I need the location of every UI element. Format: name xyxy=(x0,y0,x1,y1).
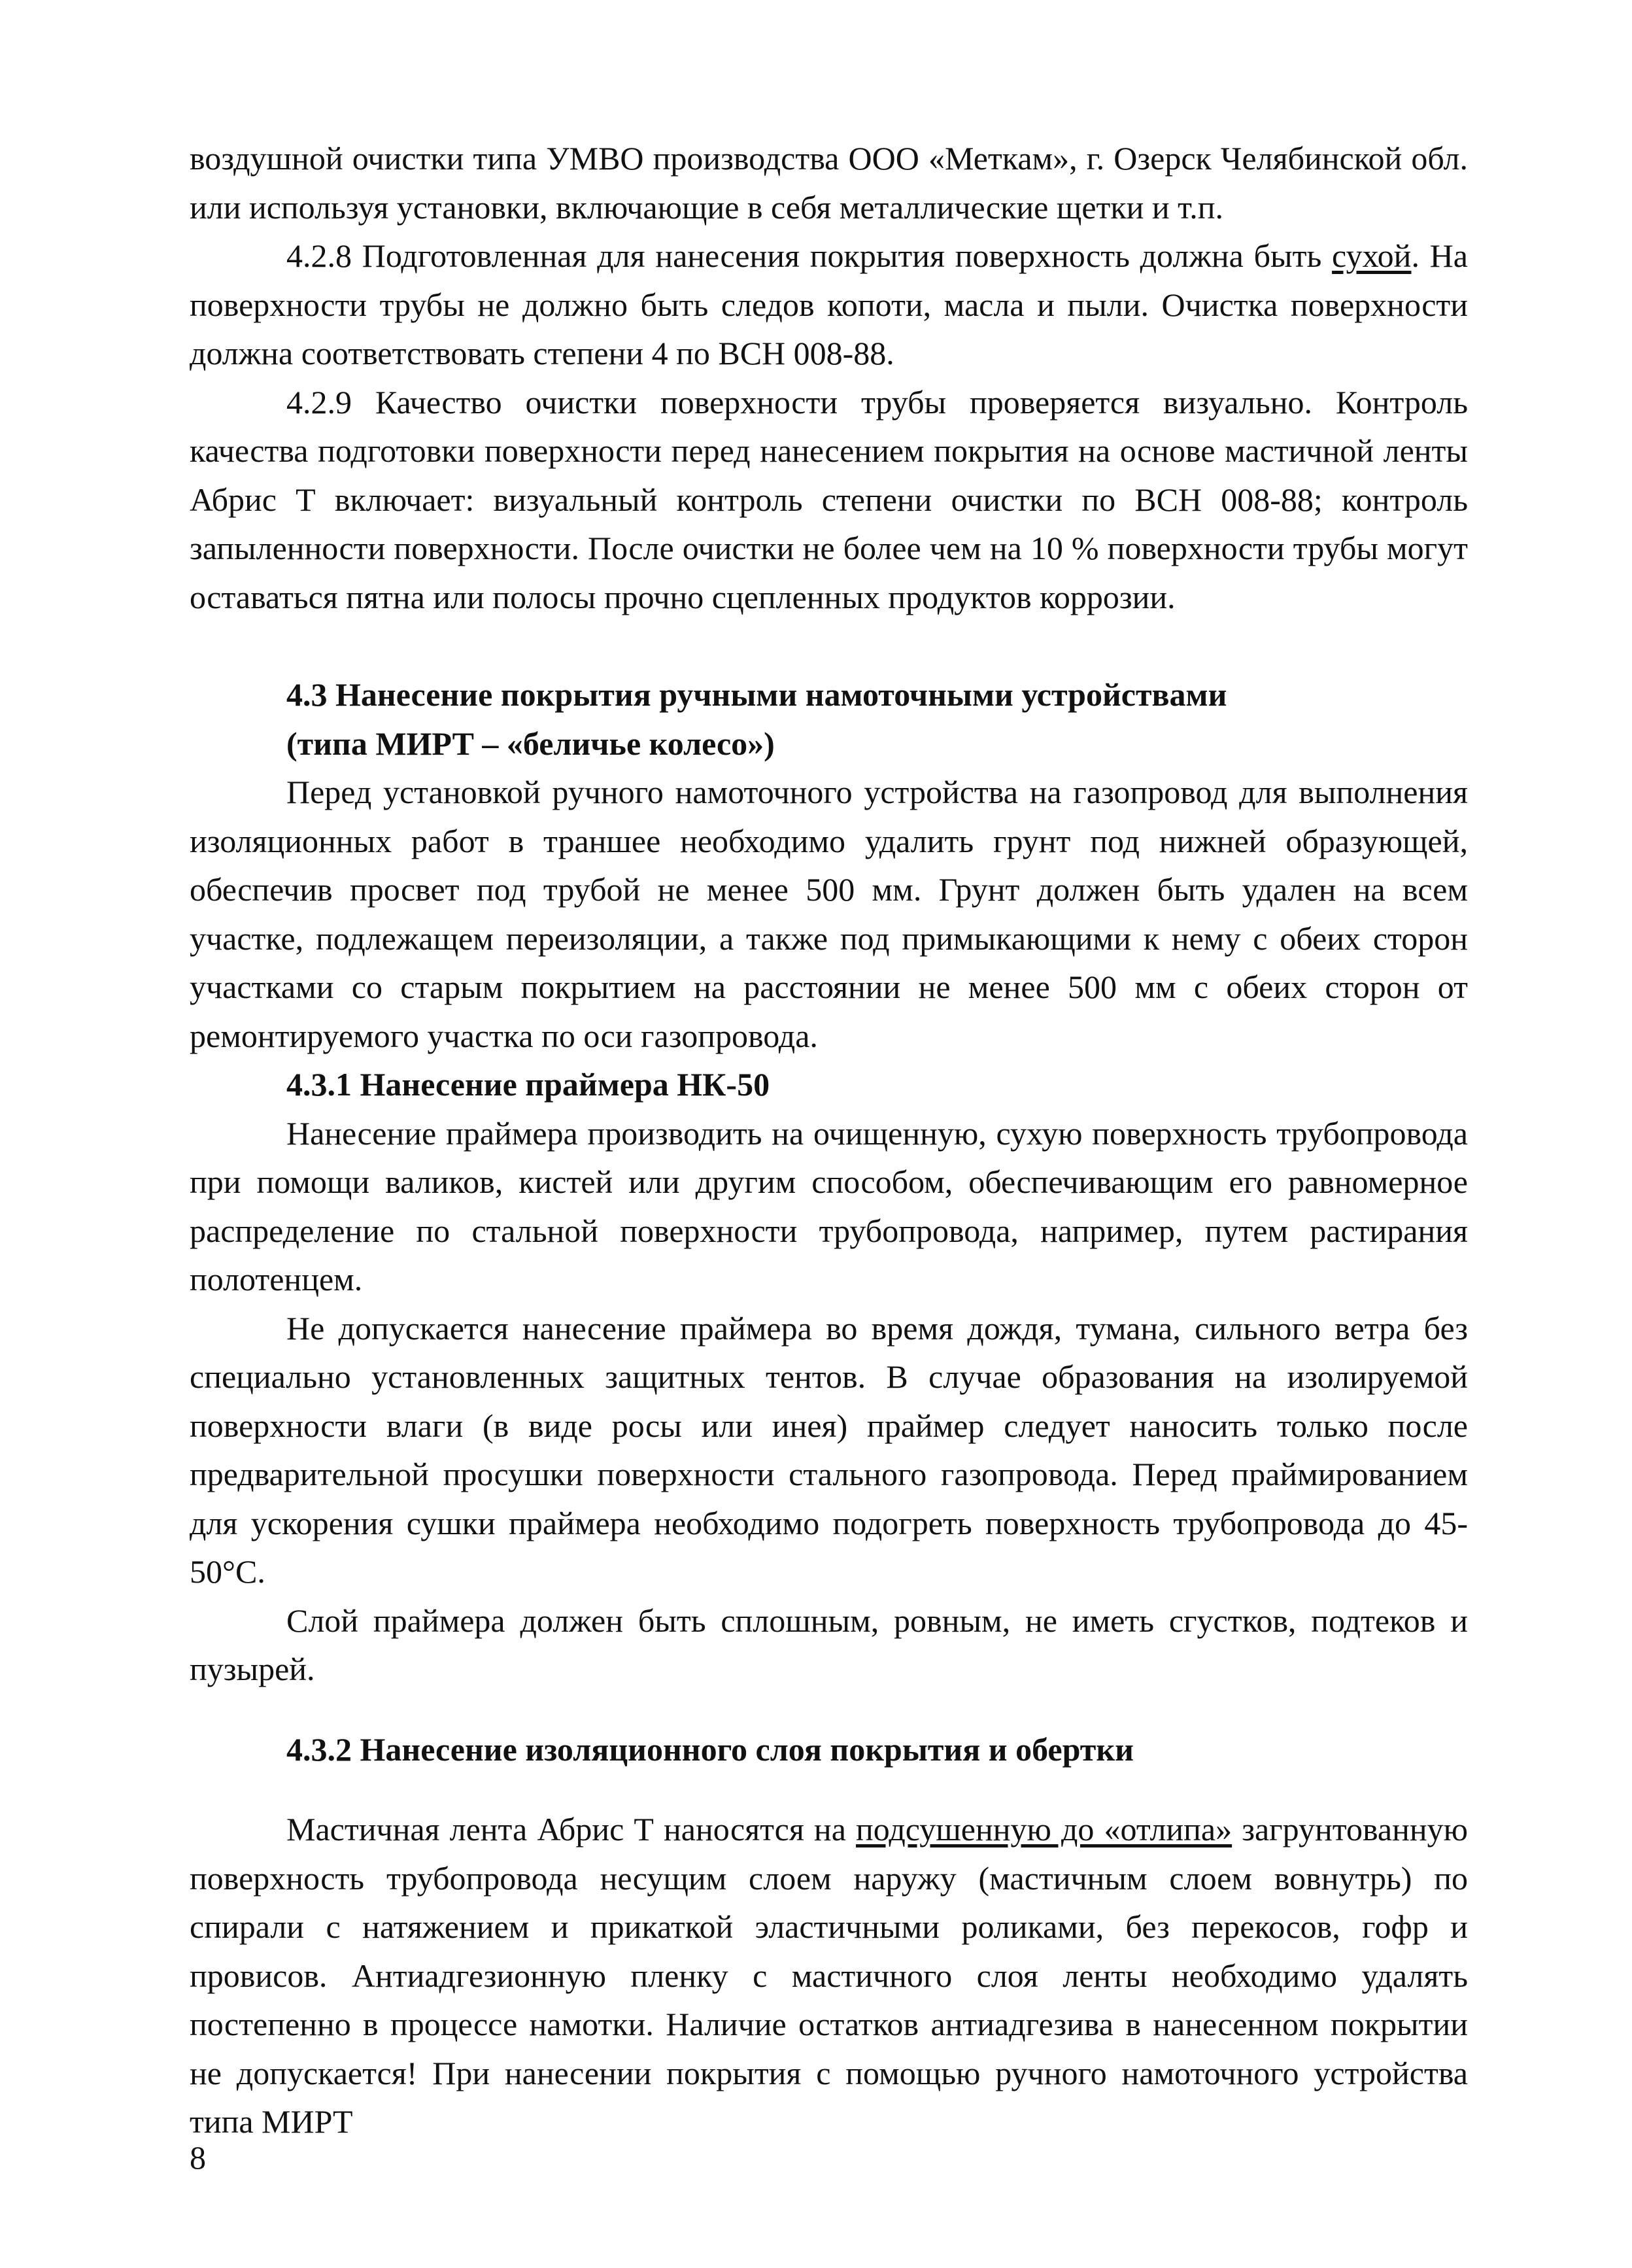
paragraph-4-2-8-text-a: 4.2.8 Подготовленная для нанесения покрытия поверхность должна быть xyxy=(286,237,1333,274)
paragraph-4-3-1-weather-restrictions: Не допускается нанесение праймера во время дождя, тумана, сильного ветра без специально установленных защитных тентов. В случае образования на изолируемой поверхности влаги (в виде росы или инея) праймер следует наносить только после предварительной просушки поверхности стального газопровода. Перед праймированием для ускорения сушки праймера необходимо подогреть поверхность трубопровода до 45-50°С. xyxy=(190,1309,1468,1590)
spacer xyxy=(190,1774,1468,1805)
paragraph-4-3: Перед установкой ручного намоточного устройства на газопровод для выполнения изоляционных работ в траншее необходимо удалить грунт под нижней образующей, обеспечив просвет под трубой не менее 500 мм. Грунт должен быть удален на всем участке, подлежащем переизоляции, а также под примыкающими к нему с обеих сторон участками со старым покрытием на расстоянии не менее 500 мм с обеих сторон от ремонтируемого участка по оси газопровода. xyxy=(190,774,1468,1054)
paragraph-4-2-8-text-b: . На поверхности трубы не должно быть следов копоти, масла и пыли. Очистка поверхности должна соответствовать степени 4 по ВСН 008-88. xyxy=(190,237,1468,371)
paragraph-4-2-8 xyxy=(190,232,1468,378)
paragraph-continuation: воздушной очистки типа УМВО производства ООО «Меткам», г. Озерск Челябинской обл. или используя установки, включающие в себя металлические щетки и т.п. xyxy=(190,140,1468,226)
section-heading-4-3: 4.3 Нанесение покрытия ручными намоточными устройствами xyxy=(286,676,1227,713)
section-heading-4-3-1: 4.3.1 Нанесение праймера НК-50 xyxy=(286,1066,770,1103)
underlined-word-dry: сухой xyxy=(1332,237,1412,274)
section-heading-4-3-2: 4.3.2 Нанесение изоляционного слоя покрытия и обертки xyxy=(286,1730,1134,1768)
section-heading-4-3-subtitle: (типа МИРТ – «беличье колесо») xyxy=(286,725,775,762)
paragraph-4-3-1-primer-layer: Слой праймера должен быть сплошным, ровным, не иметь сгустков, подтеков и пузырей. xyxy=(190,1602,1468,1687)
spacer xyxy=(190,1694,1468,1725)
paragraph-4-3-2-text-b: загрунтованную поверхность трубопровода несущим слоем наружу (мастичным слоем вовнутрь) по спирали с натяжением и прикаткой эластичными роликами, без перекосов, гофр и провисов. Антиадгезионную пленку с мастичного слоя ленты необходимо удалять постепенно в процессе намотки. Наличие остатков антиадгезива в нанесенном покрытии не допускается! При нанесении покрытия с помощью ручного намоточного устройства типа МИРТ xyxy=(190,1811,1468,2140)
spacer xyxy=(190,621,1468,670)
paragraph-4-2-9: 4.2.9 Качество очистки поверхности трубы проверяется визуально. Контроль качества подготовки поверхности перед нанесением покрытия на основе мастичной ленты Абрис Т включает: визуальный контроль степени очистки по ВСН 008-88; контроль запыленности поверхности. После очистки не более чем на 10 % поверхности трубы могут оставаться пятна или полосы прочно сцепленных продуктов коррозии. xyxy=(190,383,1468,615)
underlined-phrase-dried: подсушенную до «отлипа» xyxy=(856,1811,1232,1847)
document-page xyxy=(190,134,1468,2146)
paragraph-4-3-2 xyxy=(190,1805,1468,2146)
paragraph-4-3-2-text-a: Мастичная лента Абрис Т наносятся на xyxy=(286,1811,856,1847)
paragraph-4-3-1-primer-application: Нанесение праймера производить на очищенную, сухую поверхность трубопровода при помощи валиков, кистей или другим способом, обеспечивающим его равномерное распределение по стальной поверхности трубопровода, например, путем растирания полотенцем. xyxy=(190,1114,1468,1297)
page-number: 8 xyxy=(190,2139,206,2176)
